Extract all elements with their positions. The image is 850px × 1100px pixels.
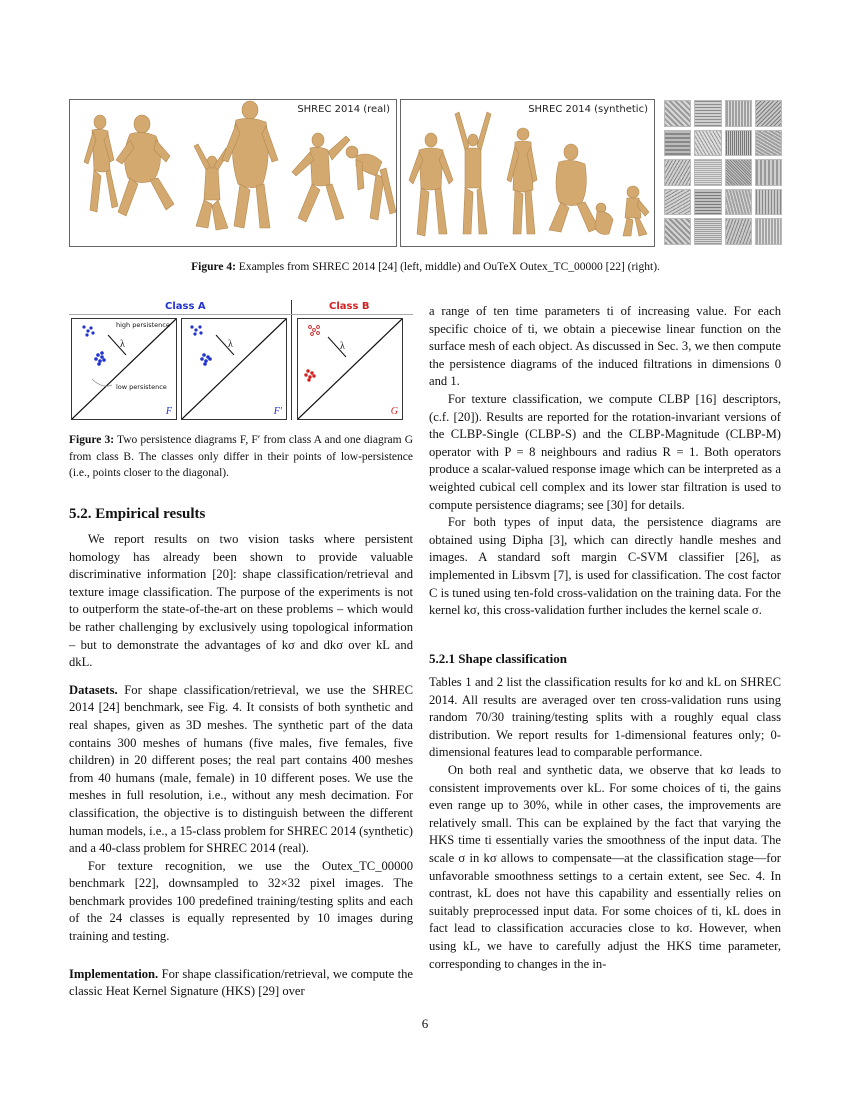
right-column-top (429, 303, 781, 620)
right-paragraph-5: On both real and synthetic data, we observe that kσ leads to consistent improvements over kL. For some choices of ti, the gains even range up to 30%, while in other cases, the improvements are relatively small. This can be explained by the fact that varying the HKS time ti essentially varies the smoothness of the input data. The scale σ in kσ allows to compensate—at the classification stage—for unfavorable smoothness settings to a certain extent, see Sec. 4. In contrast, kL does not have this capability and essentially relies on suitably preprocessed input data. For some choices of ti, kL does in fact lead to classification accuracies close to kσ. However, when using kL, we have to carefully adjust the HKS time parameter, corresponding to changes in the in- (429, 762, 781, 971)
texture-tile (694, 130, 721, 157)
texture-tile (725, 189, 752, 216)
texture-paragraph: For texture recognition, we use the Outex_TC_00000 benchmark [22], downsampled to 32×32 pixel images. The benchmark provides 100 predefined training/testing splits and each of the 24 classes is equally represented by 10 images during training and testing. (69, 858, 413, 944)
texture-tile (725, 130, 752, 157)
right-paragraph-4: Tables 1 and 2 list the classification results for kσ and kL on SHREC 2014. All results are averaged over ten cross-validation runs using random 70/30 training/testing splits with a roughly equal class distribution. We report results for 1-dimensional features only; 0-dimensional features lead to comparable performance. (429, 675, 781, 760)
texture-tile (694, 159, 721, 186)
persistence-diagram-f-prime (181, 318, 287, 420)
right-paragraph-3: For both types of input data, the persistence diagrams are obtained using Dipha [3], which can directly handle meshes and images. A standard soft margin C-SVM classifier [26], as implemented in Libsvm [7], is used for classification. The cost factor C is tuned using ten-fold cross-validation on the training data. For the kernel kσ, this cross-validation further includes the kernel scale σ. (429, 515, 781, 618)
outex-texture-grid (664, 100, 782, 245)
texture-tile (664, 218, 691, 245)
texture-tile (755, 100, 782, 127)
diagram-label-f: F (165, 406, 172, 417)
human-meshes-synthetic (401, 100, 654, 246)
low-persistence-label: low persistence (116, 383, 167, 391)
texture-tile (755, 189, 782, 216)
texture-tile (755, 159, 782, 186)
diagram-label-f-prime: F′ (273, 406, 282, 417)
texture-tile (664, 189, 691, 216)
human-meshes-real (70, 100, 396, 246)
lambda-label: λ (228, 339, 233, 350)
datasets-label: Datasets. (69, 682, 118, 697)
texture-tile (694, 218, 721, 245)
section-heading: 5.2. Empirical results (69, 506, 206, 522)
figure4-panel-real (69, 99, 397, 247)
figure4-caption-prefix: Figure 4: (191, 261, 236, 273)
datasets-text: For shape classification/retrieval, we use the SHREC 2014 [24] benchmark, see Fig. 4. It consists of both synthetic and real shapes, given as 3D meshes. The synthetic part of the data contains 300 meshes of humans (five males, five females, five children) in 20 different poses; the real part contains 400 meshes from 40 humans (male, female) in 10 different poses. We use the meshes in full resolution, i.e., without any mesh decimation. For classification, the objective is to distinguish between the different human models, i.e., a 15-class problem for SHREC 2014 (synthetic) and a 40-class problem for SHREC 2014 (real). (69, 682, 413, 856)
class-b-title: Class B (329, 301, 370, 312)
texture-tile (725, 159, 752, 186)
texture-tile (725, 100, 752, 127)
figure3-caption-prefix: Figure 3: (69, 434, 115, 446)
right-paragraph-2: For texture classification, we compute CLBP [16] descriptors, (c.f. [20]). Results are reported for the rotation-invariant versions of the CLBP-Single (CLBP-S) and the CLBP-Magnitude (CLBP-M) operator with P = 8 neighbours and radius R = 1. Both operators produce a scalar-valued response image which can be interpreted as a weighted cubical cell complex and its lower star filtration is used to compute persistence diagrams; see [30] for details. (429, 391, 781, 512)
figure3-caption (69, 432, 413, 482)
texture-tile (694, 189, 721, 216)
class-divider-horizontal (69, 314, 413, 315)
figure4-panel-synthetic (400, 99, 655, 247)
texture-tile (755, 130, 782, 157)
texture-tile (664, 100, 691, 127)
texture-tile (664, 130, 691, 157)
panel-real-label: SHREC 2014 (real) (297, 104, 390, 115)
lambda-label: λ (340, 341, 345, 352)
figure3 (69, 298, 413, 420)
persistence-diagram-f (71, 318, 177, 420)
left-column (69, 531, 413, 1001)
class-divider (291, 300, 292, 420)
lambda-label: λ (120, 339, 125, 350)
datasets-paragraph (69, 682, 413, 858)
texture-tile (755, 218, 782, 245)
implementation-text: For shape classification/retrieval, we compute the classic Heat Kernel Signature (HKS) [29] over (69, 966, 413, 999)
high-persistence-label: high persistence (116, 321, 170, 329)
figure4-caption (69, 259, 782, 276)
persistence-diagram-g (297, 318, 403, 420)
panel-synthetic-label: SHREC 2014 (synthetic) (528, 104, 648, 115)
right-paragraph-1: a range of ten time parameters ti of increasing value. For each specific choice of ti, we obtain a piecewise linear function on the surface mesh of each object. As discussed in Sec. 3, we then compute the persistence diagrams of the induced filtrations in dimensions 0 and 1. (429, 304, 781, 389)
texture-tile (694, 100, 721, 127)
figure4-caption-text: Examples from SHREC 2014 [24] (left, middle) and OuTeX Outex_TC_00000 [22] (right). (238, 261, 660, 273)
right-column-bottom (429, 674, 781, 973)
intro-paragraph: We report results on two vision tasks where persistent homology has already been shown to provide valuable discriminative information [20]: shape classification/retrieval and texture image classification. The purpose of the experiments is not to outperform the state-of-the-art on these problems – which would be rather challenging by exclusively using topological information – but to demonstrate the advantages of kσ and dkσ over kL and dkL. (69, 532, 413, 670)
implementation-paragraph (69, 966, 413, 1001)
figure3-caption-text: Two persistence diagrams F, F′ from class A and one diagram G from class B. The classes only differ in their points of low-persistence (i.e., points closer to the diagonal). (69, 434, 414, 480)
subsection-heading: 5.2.1 Shape classification (429, 651, 567, 666)
diagram-label-g: G (390, 406, 398, 417)
texture-tile (725, 218, 752, 245)
class-a-title: Class A (165, 301, 206, 312)
implementation-label: Implementation. (69, 966, 159, 981)
page-number: 6 (421, 1016, 429, 1031)
texture-tile (664, 159, 691, 186)
